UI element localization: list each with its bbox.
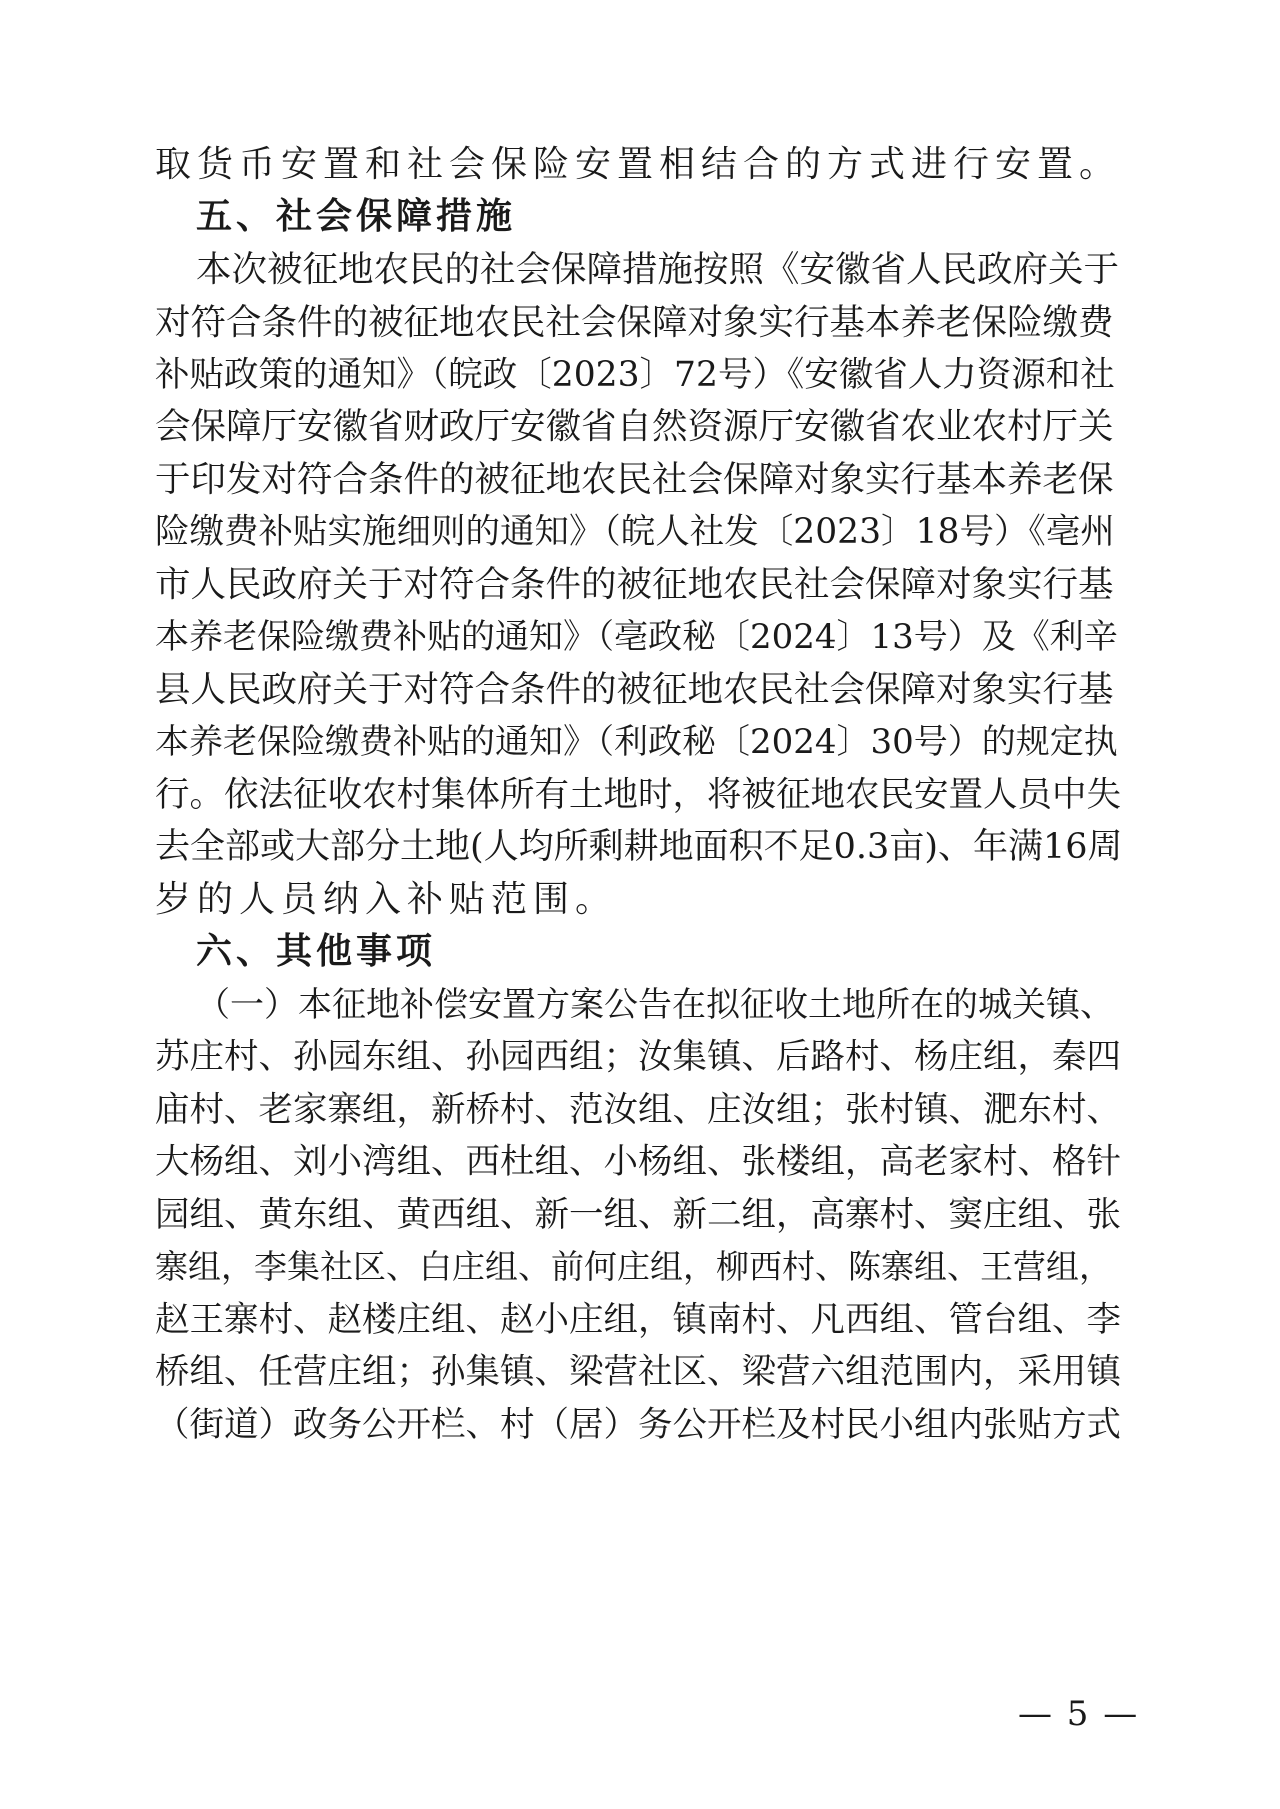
- section-heading-social-security: 五、社会保障措施: [196, 196, 517, 237]
- paragraph-line: 赵王寨村、赵楼庄组、赵小庄组，镇南村、凡西组、管台组、李: [155, 1300, 1121, 1340]
- paragraph-line: 园组、黄东组、黄西组、新一组、新二组，高寨村、窦庄组、张: [155, 1195, 1121, 1235]
- paragraph-line: 会保障厅安徽省财政厅安徽省自然资源厅安徽省农业农村厅关: [155, 406, 1114, 447]
- page-number: — 5 —: [1018, 1694, 1140, 1734]
- paragraph-line: 本养老保险缴费补贴的通知》（利政秘〔2024〕30号）的规定执: [155, 722, 1118, 762]
- paragraph-line: 桥组、任营庄组；孙集镇、梁营社区、梁营六组范围内，采用镇: [155, 1352, 1121, 1392]
- paragraph-line: 取货币安置和社会保险安置相结合的方式进行安置。: [155, 144, 1122, 185]
- paragraph-line: 本次被征地农民的社会保障措施按照《安徽省人民政府关于: [196, 249, 1120, 290]
- paragraph-line: 庙村、老家寨组，新桥村、范汝组、庄汝组；张村镇、淝东村、: [155, 1090, 1121, 1130]
- paragraph-line: 于印发对符合条件的被征地农民社会保障对象实行基本养老保: [155, 459, 1114, 500]
- paragraph-line: （街道）政务公开栏、村（居）务公开栏及村民小组内张贴方式: [155, 1405, 1121, 1445]
- paragraph-line: 大杨组、刘小湾组、西杜组、小杨组、张楼组，高老家村、格针: [155, 1142, 1121, 1182]
- paragraph-line: 本养老保险缴费补贴的通知》（亳政秘〔2024〕13号）及《利辛: [155, 617, 1118, 657]
- paragraph-line: 寨组，李集社区、白庄组、前何庄组，柳西村、陈寨组、王营组，: [155, 1247, 1112, 1286]
- paragraph-line: 县人民政府关于对符合条件的被征地农民社会保障对象实行基: [155, 669, 1114, 710]
- paragraph-line: 险缴费补贴实施细则的通知》（皖人社发〔2023〕18号）《亳州: [155, 512, 1115, 552]
- section-heading-other-matters: 六、其他事项: [196, 931, 437, 972]
- paragraph-line: 市人民政府关于对符合条件的被征地农民社会保障对象实行基: [155, 564, 1114, 605]
- paragraph-line: （一）本征地补偿安置方案公告在拟征收土地所在的城关镇、: [196, 985, 1114, 1025]
- paragraph-line: 苏庄村、孙园东组、孙园西组；汝集镇、后路村、杨庄组，秦四: [155, 1037, 1121, 1077]
- paragraph-line: 岁的人员纳入补贴范围。: [155, 879, 618, 920]
- paragraph-line: 行。依法征收农村集体所有土地时，将被征地农民安置人员中失: [155, 775, 1121, 815]
- paragraph-line: 对符合条件的被征地农民社会保障对象实行基本养老保险缴费: [155, 302, 1114, 343]
- paragraph-line: 补贴政策的通知》（皖政〔2023〕72号）《安徽省人力资源和社: [155, 355, 1115, 395]
- paragraph-line: 去全部或大部分土地(人均所剩耕地面积不足0.3亩)、年满16周: [155, 827, 1123, 867]
